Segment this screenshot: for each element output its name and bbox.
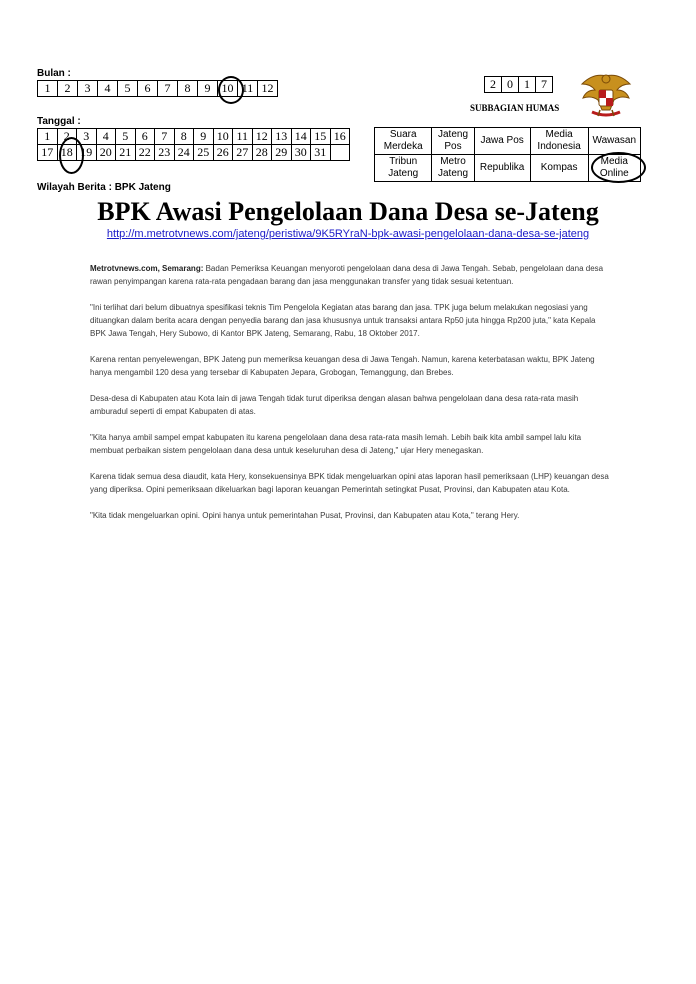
media-circle-mark: [591, 152, 646, 183]
article-paragraph: "Kita tidak mengeluarkan opini. Opini hanya untuk pemerintahan Pusat, Provinsi, dan Kabupaten atau Kota," terang Hery.: [90, 511, 520, 520]
media-cell-selected: Media Online: [588, 155, 640, 182]
date-cell: 15: [311, 129, 331, 145]
month-label: Bulan :: [37, 68, 71, 79]
date-cell: 5: [116, 129, 136, 145]
month-cell: 9: [198, 81, 218, 97]
media-cell: Tribun Jateng: [375, 155, 432, 182]
date-cell: 17: [38, 145, 58, 161]
media-cell: Kompas: [530, 155, 588, 182]
month-cell-selected: 10: [218, 81, 238, 97]
date-cell: 4: [96, 129, 116, 145]
date-cell: 26: [213, 145, 233, 161]
date-cell: 23: [155, 145, 175, 161]
month-cell: 3: [78, 81, 98, 97]
date-cell-selected: 18: [57, 145, 77, 161]
month-cell: 6: [138, 81, 158, 97]
date-cell: 3: [77, 129, 97, 145]
article-paragraph: "Kita hanya ambil sampel empat kabupaten itu karena pengelolaan dana desa rata-rata masih lemah. Lebih baik kita ambil sampel lalu kita membuat perbaikan sistem pengelolaan dana desa untuk keseluruhan desa di Jateng," ujar Hery menegaskan.: [90, 433, 582, 455]
date-cell: 1: [38, 129, 58, 145]
month-cell: 8: [178, 81, 198, 97]
date-cell: 11: [233, 129, 253, 145]
date-cell: 7: [155, 129, 175, 145]
media-cell: Jawa Pos: [474, 128, 530, 155]
article-text: Badan Pemeriksa Keuangan menyoroti pengelolaan dana desa di Jawa Tengah. Sebab, pengelolaan dana desa rawan penyimpangan karena rata-rata pengadaan barang dan jasa menggunakan transfer yang tidak sesuai ketentuan.: [90, 264, 604, 286]
date-cell: 12: [252, 129, 272, 145]
date-cell: 8: [174, 129, 194, 145]
department-label: SUBBAGIAN HUMAS: [470, 103, 560, 113]
date-cell: 16: [330, 129, 350, 145]
month-cell: 12: [258, 81, 278, 97]
month-cell: 5: [118, 81, 138, 97]
media-cell: Suara Merdeka: [375, 128, 432, 155]
month-cell: 4: [98, 81, 118, 97]
date-cell: 14: [291, 129, 311, 145]
headline: BPK Awasi Pengelolaan Dana Desa se-Jateng: [97, 197, 599, 226]
year-table: [484, 76, 553, 93]
month-circle-mark: [218, 76, 244, 104]
date-cell: 19: [77, 145, 97, 161]
date-label: Tanggal :: [37, 116, 81, 127]
date-cell: 27: [233, 145, 253, 161]
year-digit: 0: [502, 77, 519, 93]
media-cell: Republika: [474, 155, 530, 182]
date-cell: 29: [272, 145, 292, 161]
media-cell: Wawasan: [588, 128, 640, 155]
date-cell: 31: [311, 145, 331, 161]
article-paragraph: [90, 262, 610, 288]
date-cell: 10: [213, 129, 233, 145]
article-body: [90, 262, 610, 535]
date-cell: 21: [116, 145, 136, 161]
media-cell: Metro Jateng: [432, 155, 474, 182]
date-cell: 6: [135, 129, 155, 145]
month-cell: 2: [58, 81, 78, 97]
article-paragraph: Karena rentan penyelewengan, BPK Jateng pun memeriksa keuangan desa di Jawa Tengah. Namun, karena keterbatasan waktu, BPK Jateng hanya mengambil 120 desa yang tersebar di Kabupaten Jepara, Grobogan, Temanggung, dan Brebes.: [90, 355, 595, 377]
month-cell: 7: [158, 81, 178, 97]
date-cell: 13: [272, 129, 292, 145]
article-paragraph: Desa-desa di Kabupaten atau Kota lain di jawa Tengah tidak turut diperiksa dengan alasan bahwa pengelolaan dana desa rata-rata masih amburadul seperti di empat Kabupaten di atas.: [90, 394, 579, 416]
year-digit: 1: [519, 77, 536, 93]
region-label: Wilayah Berita : BPK Jateng: [37, 182, 171, 193]
article-paragraph: Karena tidak semua desa diaudit, kata Hery, konsekuensinya BPK tidak mengeluarkan opini atas laporan hasil pemeriksaan (LHP) keuangan desa yang diperiksa. Opini pemeriksaan dikeluarkan bagi laporan keuangan Pemerintah setingkat Pusat, Provinsi, dan Kabupaten atau Kota.: [90, 472, 609, 494]
month-cell: 1: [38, 81, 58, 97]
date-cell: 9: [194, 129, 214, 145]
date-cell: 22: [135, 145, 155, 161]
date-cell: 24: [174, 145, 194, 161]
year-digit: 7: [536, 77, 553, 93]
garuda-emblem-icon: [578, 70, 634, 122]
media-cell: Jateng Pos: [432, 128, 474, 155]
media-cell: Media Indonesia: [530, 128, 588, 155]
date-cell: 20: [96, 145, 116, 161]
date-cell: 2: [57, 129, 77, 145]
article-paragraph: "Ini terlihat dari belum dibuatnya spesifikasi teknis Tim Pengelola Kegiatan atas barang dan jasa. TPK juga belum melakukan negosiasi yang dituangkan dalam berita acara dengan penyedia barang dan jasa khususnya untuk transaksi antara Rp50 juta hingga Rp200 juta," kata Kepala BPK Jawa Tengah, Hery Subowo, di Kantor BPK Jateng, Semarang, Rabu, 18 Oktober 2017.: [90, 303, 596, 338]
date-cell: 25: [194, 145, 214, 161]
source-url-link[interactable]: http://m.metrotvnews.com/jateng/peristiwa/9K5RYraN-bpk-awasi-pengelolaan-dana-desa-se-jateng: [106, 228, 590, 240]
date-circle-mark: [59, 137, 84, 174]
date-cell: [330, 145, 350, 161]
date-cell: 28: [252, 145, 272, 161]
year-digit: 2: [485, 77, 502, 93]
date-cell: 30: [291, 145, 311, 161]
month-cell: 11: [238, 81, 258, 97]
article-dateline: Metrotvnews.com, Semarang:: [90, 264, 204, 273]
